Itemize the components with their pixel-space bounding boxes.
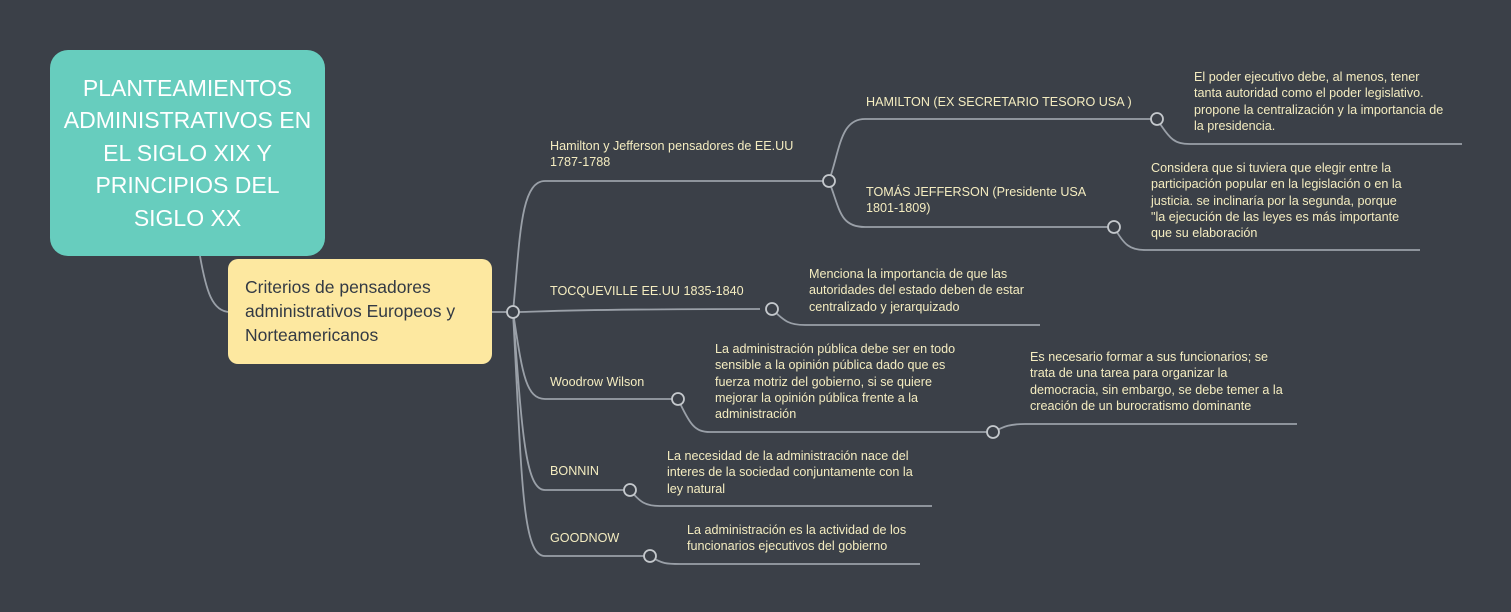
note-wilson[interactable]: La administración pública debe ser en todo sensible a la opinión pública dado que es fuerza motriz del gobierno, si se quiere mejorar la opinión pública frente a la administración	[715, 342, 956, 422]
node-dot	[1108, 221, 1120, 233]
branch-tocqueville[interactable]: TOCQUEVILLE EE.UU 1835-1840	[550, 284, 744, 298]
node-dot	[644, 550, 656, 562]
topic-hamilton[interactable]: HAMILTON (EX SECRETARIO TESORO USA )	[866, 95, 1132, 109]
node-dot	[1151, 113, 1163, 125]
note-bonnin[interactable]: La necesidad de la administración nace del interes de la sociedad conjuntamente con la ley natural	[667, 449, 913, 496]
node-dot	[823, 175, 835, 187]
topic-jefferson[interactable]: TOMÁS JEFFERSON (Presidente USA 1801-1809)	[866, 185, 1087, 216]
root-topic[interactable]	[50, 50, 325, 256]
note-hamilton[interactable]: El poder ejecutivo debe, al menos, tener tanta autoridad como el poder legislativo. propone la centralización y la importancia de la presidencia.	[1194, 70, 1444, 133]
branch-bonnin[interactable]: BONNIN	[550, 464, 599, 478]
note-goodnow[interactable]: La administración es la actividad de los funcionarios ejecutivos del gobierno	[687, 523, 907, 554]
root-topic-title: PLANTEAMIENTOS ADMINISTRATIVOS EN EL SIGLO XIX Y PRINCIPIOS DEL SIGLO XX	[63, 74, 312, 231]
node-dot	[987, 426, 999, 438]
node-dot	[507, 306, 519, 318]
note-tocqueville[interactable]: Menciona la importancia de que las autoridades del estado deben de estar centralizado y jerarquizado	[809, 267, 1024, 314]
branch-goodnow[interactable]: GOODNOW	[550, 531, 620, 545]
node-dot	[766, 303, 778, 315]
branch-hamilton-jefferson[interactable]: Hamilton y Jefferson pensadores de EE.UU 1787-1788	[550, 139, 794, 170]
main-topic-label: Criterios de pensadores administrativos Europeos y Norteamericanos	[245, 277, 456, 345]
main-topic[interactable]	[228, 259, 492, 364]
node-dot	[672, 393, 684, 405]
node-dot	[624, 484, 636, 496]
subnote-wilson[interactable]: Es necesario formar a sus funcionarios; se trata de una tarea para organizar la democracia, sin embargo, se debe temer a la creación de un burocratismo dominante	[1030, 350, 1283, 413]
branch-wilson[interactable]: Woodrow Wilson	[550, 375, 645, 389]
note-jefferson[interactable]: Considera que si tuviera que elegir entre la participación popular en la legislación o en la justicia. se inclinaría por la segunda, porque "la ejecución de las leyes es más importante que su elaboración	[1151, 161, 1402, 241]
